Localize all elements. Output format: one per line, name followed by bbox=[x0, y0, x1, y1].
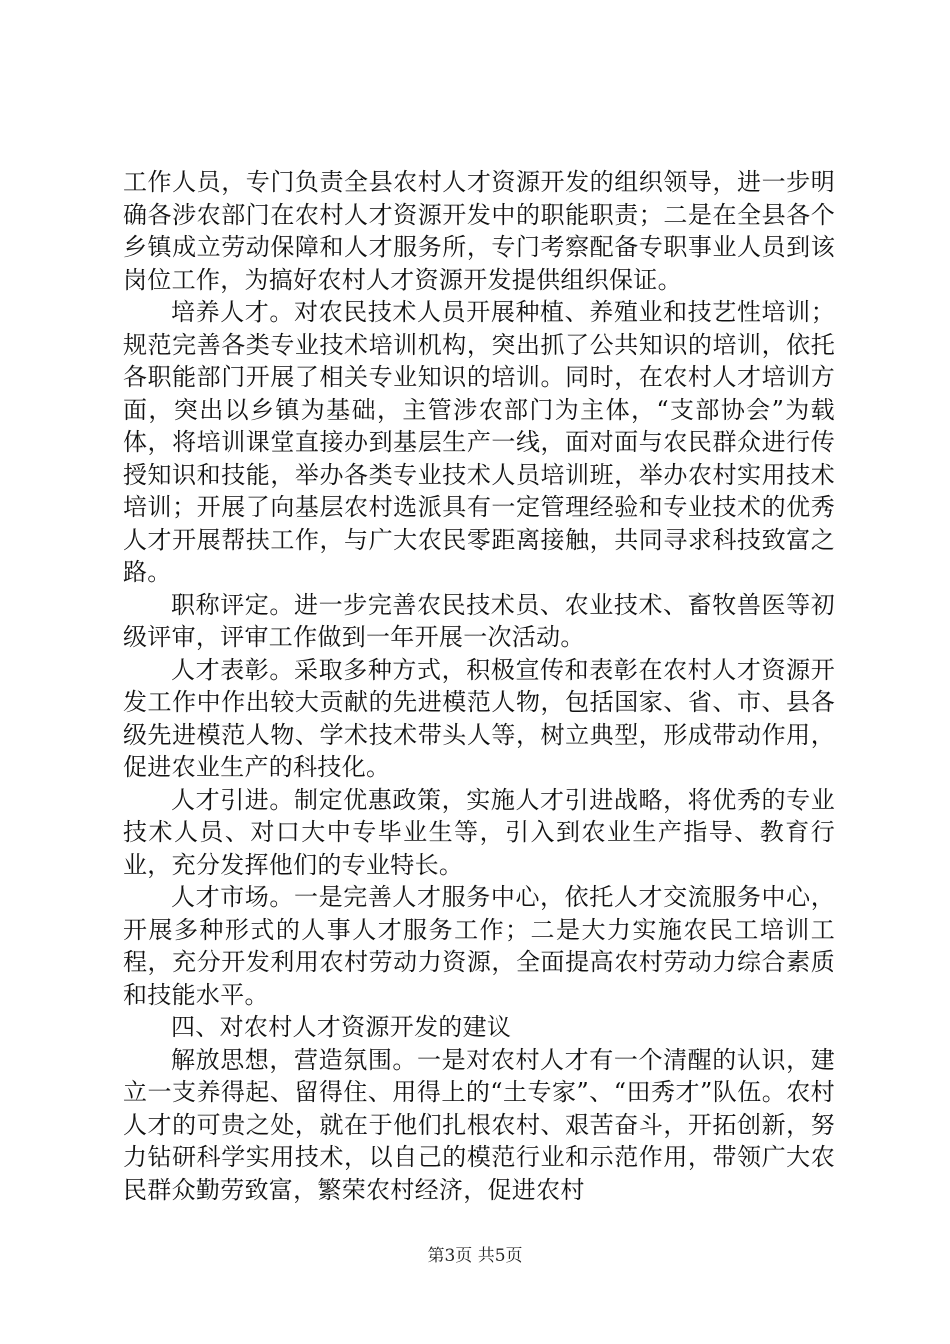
paragraph-6: 人才市场。一是完善人才服务中心，依托人才交流服务中心，开展多种形式的人事人才服务工作；二是大力实施农民工培训工程，充分开发利用农村劳动力资源，全面提高农村劳动力综合素质和技能水平。 bbox=[123, 883, 835, 1009]
paragraph-5: 人才引进。制定优惠政策，实施人才引进战略，将优秀的专业技术人员、对口大中专毕业生等，引入到农业生产指导、教育行业，充分发挥他们的专业特长。 bbox=[123, 785, 835, 879]
document-body bbox=[123, 166, 835, 1206]
paragraph-4: 人才表彰。采取多种方式，积极宣传和表彰在农村人才资源开发工作中作出较大贡献的先进模范人物，包括国家、省、市、县各级先进模范人物、学术技术带头人等，树立典型，形成带动作用，促进农业生产的科技化。 bbox=[123, 655, 835, 781]
section-heading: 四、对农村人才资源开发的建议 bbox=[171, 1013, 512, 1041]
page-number-footer: 第3页 共5页 bbox=[427, 1246, 523, 1266]
paragraph-1: 工作人员，专门负责全县农村人才资源开发的组织领导，进一步明确各涉农部门在农村人才资源开发中的职能职责；二是在全县各个乡镇成立劳动保障和人才服务所，专门考察配备专职事业人员到该岗位工作，为搞好农村人才资源开发提供组织保证。 bbox=[123, 168, 835, 294]
paragraph-7: 解放思想，营造氛围。一是对农村人才有一个清醒的认识，建立一支养得起、留得住、用得上的“土专家”、“田秀才”队伍。农村人才的可贵之处，就在于他们扎根农村、艰苦奋斗，开拓创新，努力钻研科学实用技术，以自己的模范行业和示范作用，带领广大农民群众勤劳致富，繁荣农村经济，促进农村 bbox=[123, 1045, 835, 1204]
paragraph-3: 职称评定。进一步完善农民技术员、农业技术、畜牧兽医等初级评审，评审工作做到一年开展一次活动。 bbox=[123, 590, 835, 651]
paragraph-2: 培养人才。对农民技术人员开展种植、养殖业和技艺性培训；规范完善各类专业技术培训机构，突出抓了公共知识的培训，依托各职能部门开展了相关专业知识的培训。同时，在农村人才培训方面，突出以乡镇为基础，主管涉农部门为主体，“支部协会”为载体，将培训课堂直接办到基层生产一线，面对面与农民群众进行传授知识和技能，举办各类专业技术人员培训班，举办农村实用技术培训；开展了向基层农村选派具有一定管理经验和专业技术的优秀人才开展帮扶工作，与广大农民零距离接触，共同寻求科技致富之路。 bbox=[123, 298, 835, 586]
